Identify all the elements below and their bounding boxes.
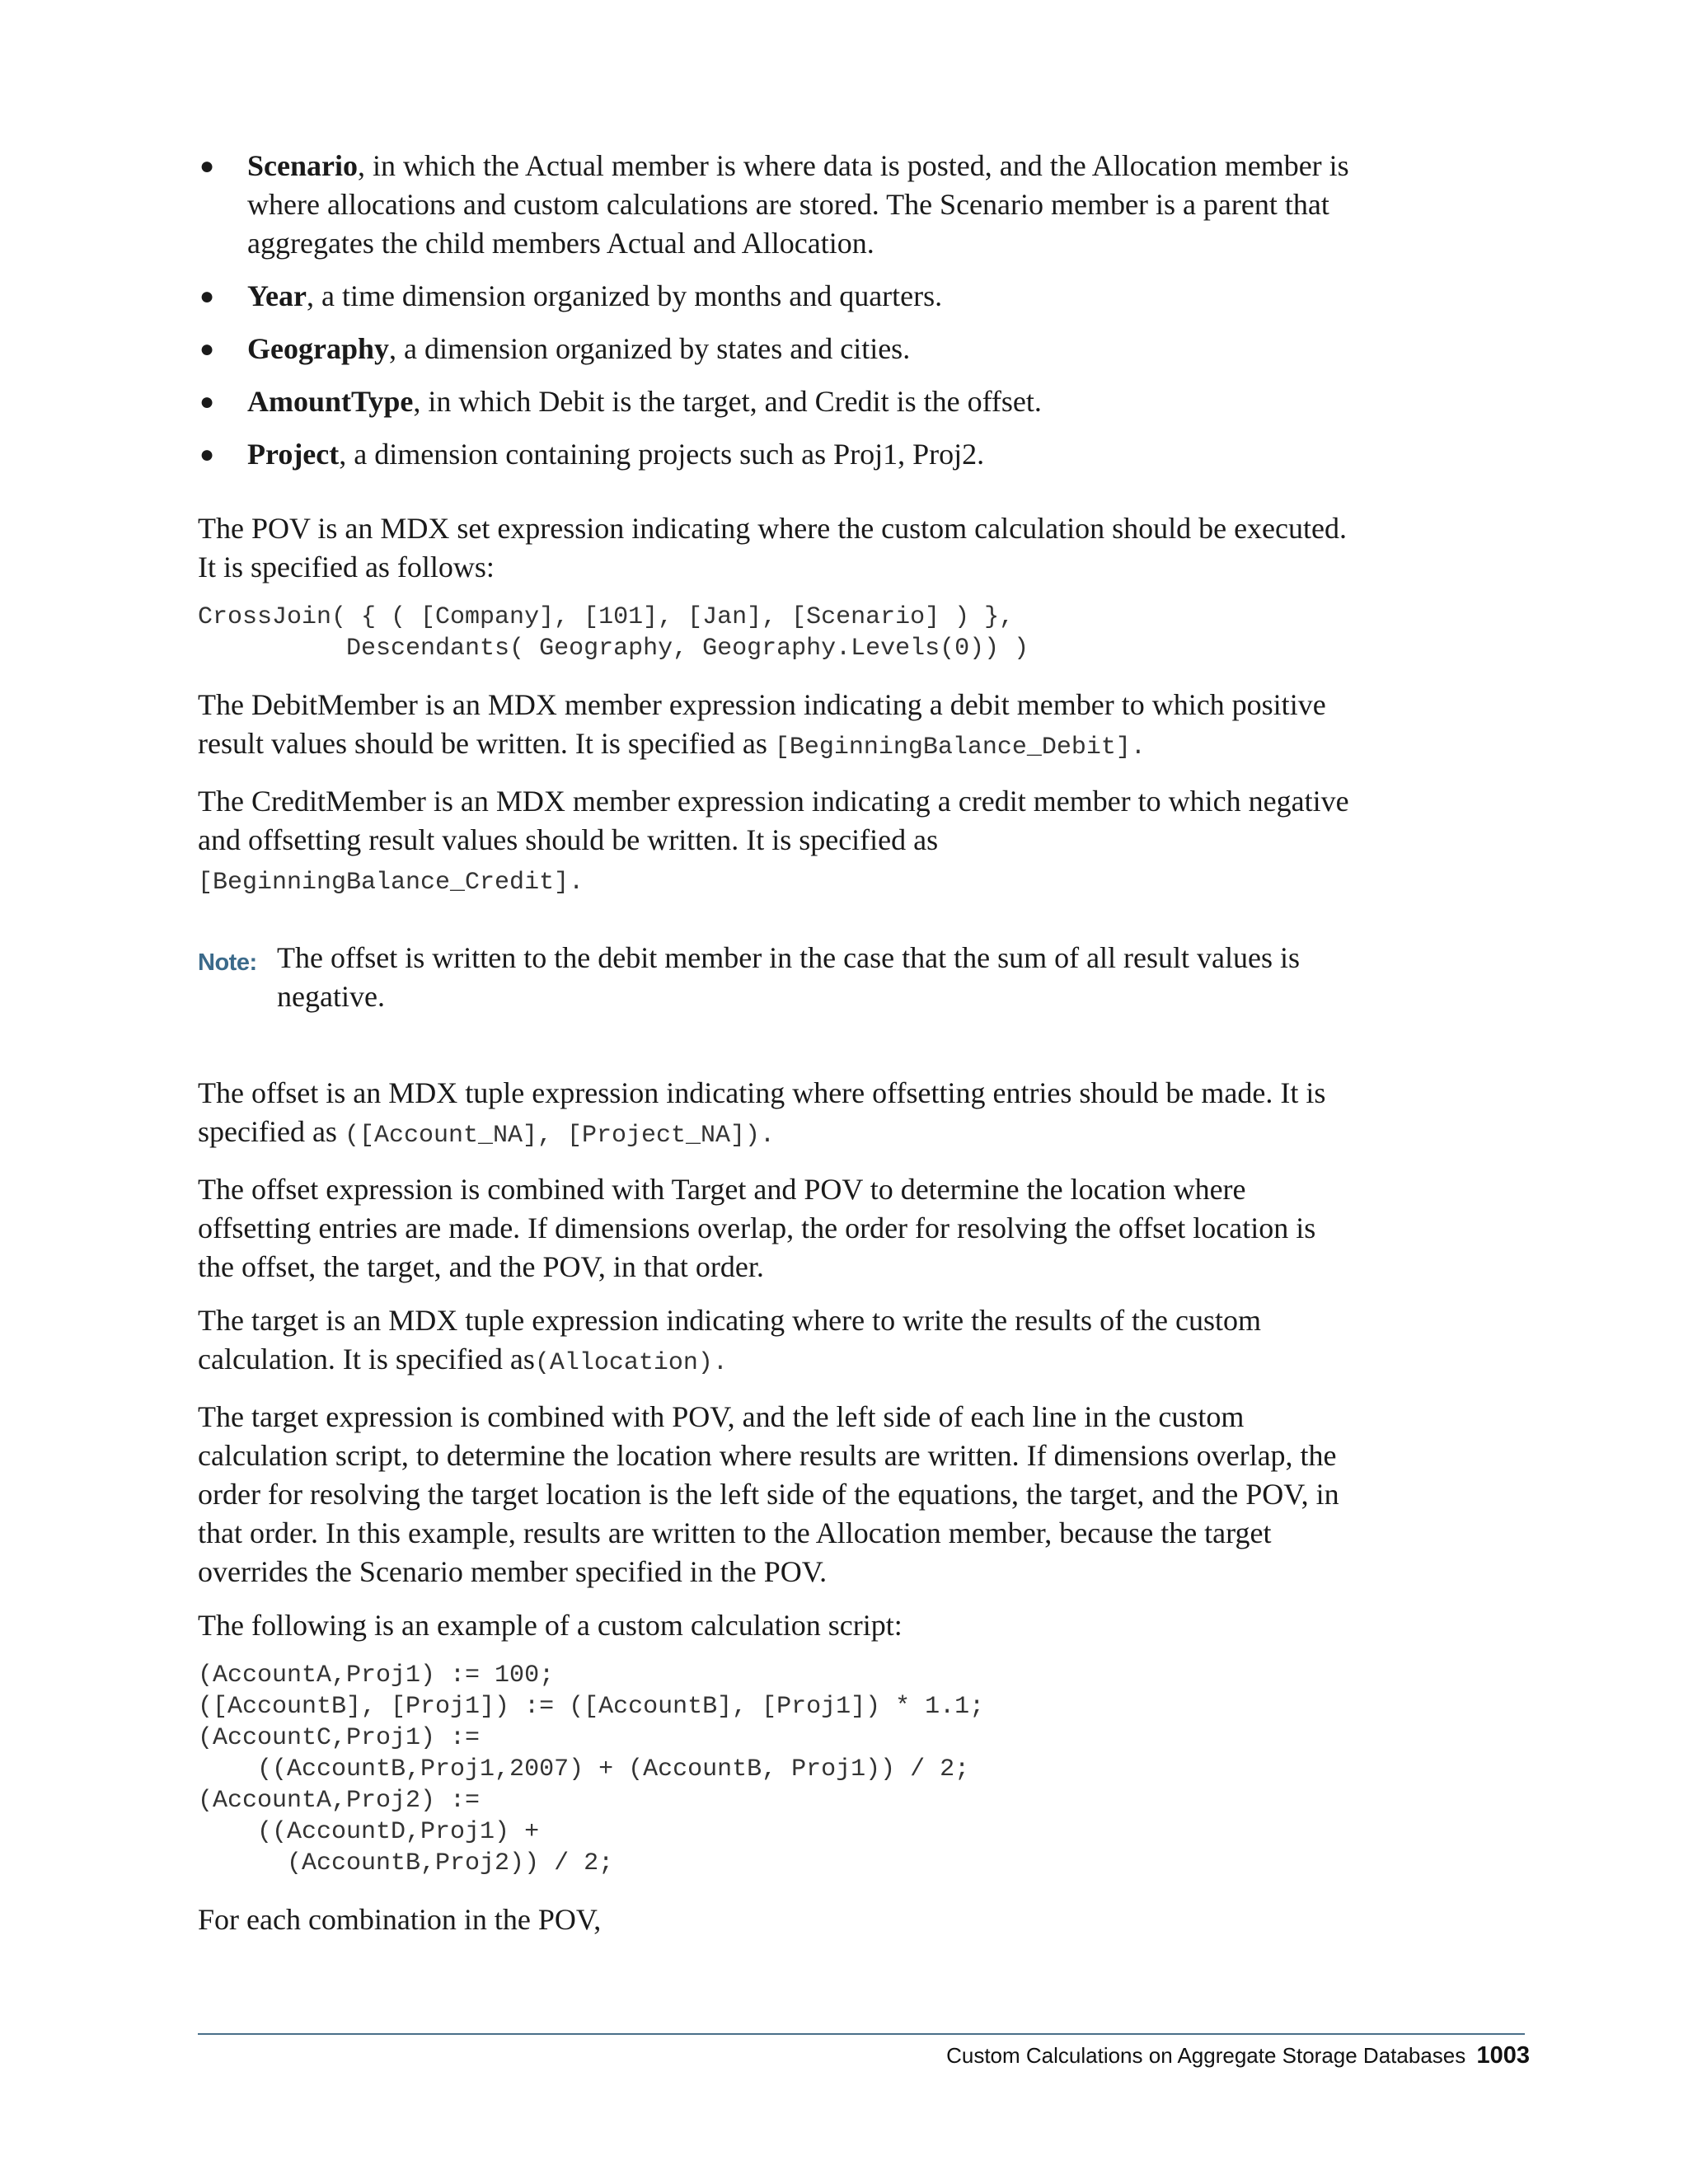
pov-intro: The POV is an MDX set expression indicating where the custom calculation should be executed. It is specified as follows: <box>198 512 1347 583</box>
debit-text: The DebitMember is an MDX member expression indicating a debit member to which positive result values should be written. It is specified as <box>198 688 1326 760</box>
note-label: Note: <box>198 949 257 976</box>
footer-title: Custom Calculations on Aggregate Storage Databases <box>946 2043 1466 2068</box>
offset-paragraph <box>198 1074 1352 1155</box>
bullet-term: Geography <box>247 332 390 365</box>
list-item <box>198 382 1352 421</box>
bullet-text: , a time dimension organized by months and quarters. <box>306 279 943 312</box>
pov-code-block: CrossJoin( { ( [Company], [101], [Jan], [Scenario] ) }, Descendants( Geography, Geography.Levels(0)) ) <box>198 603 1029 663</box>
page-footer <box>946 2042 1530 2069</box>
bullet-term: Scenario <box>247 149 358 182</box>
page-number: 1003 <box>1476 2042 1530 2069</box>
bullet-term: Project <box>247 438 340 471</box>
credit-paragraph <box>198 782 1352 902</box>
note-text: The offset is written to the debit member in the case that the sum of all result values is negative. <box>277 941 1301 1013</box>
list-item <box>198 330 1352 368</box>
dimension-list <box>198 147 1352 474</box>
list-item <box>198 277 1352 316</box>
script-code-block: (AccountA,Proj1) := 100; ([AccountB], [Proj1]) := ([AccountB], [Proj1]) * 1.1; (AccountC,Proj1) := ((AccountB,Proj1,2007) + (AccountB, Proj1)) / 2; (AccountA,Proj2) := ((AccountD,Proj1) + (AccountB,Proj2)) / 2; <box>198 1661 985 1877</box>
bullet-icon: ● <box>199 335 215 363</box>
bullet-term: Year <box>247 279 307 312</box>
target-paragraph <box>198 1301 1352 1383</box>
script-intro: The following is an example of a custom calculation script: <box>198 1609 903 1642</box>
bullet-term: AmountType <box>247 385 414 418</box>
bullet-text: , a dimension containing projects such as Proj1, Proj2. <box>339 438 985 471</box>
target-code: (Allocation). <box>534 1349 728 1377</box>
credit-code: [BeginningBalance_Credit]. <box>198 869 584 897</box>
credit-text: The CreditMember is an MDX member expression indicating a credit member to which negative and offsetting result values should be written. It is specified as <box>198 785 1349 856</box>
bullet-text: , a dimension organized by states and cities. <box>389 332 911 365</box>
page-body <box>198 147 1352 1954</box>
offset-text: The offset is an MDX tuple expression indicating where offsetting entries should be made. It is specified as <box>198 1076 1326 1148</box>
debit-code: [BeginningBalance_Debit]. <box>774 733 1146 762</box>
note-box <box>198 939 1352 1016</box>
bullet-icon: ● <box>199 441 215 468</box>
debit-paragraph <box>198 686 1352 767</box>
final-paragraph: For each combination in the POV, <box>198 1903 602 1936</box>
bullet-icon: ● <box>199 388 215 415</box>
bullet-text: , in which Debit is the target, and Credit is the offset. <box>413 385 1042 418</box>
bullet-icon: ● <box>199 152 215 180</box>
target-text: The target is an MDX tuple expression indicating where to write the results of the custom calculation. It is specified as <box>198 1304 1262 1376</box>
bullet-text: , in which the Actual member is where data is posted, and the Allocation member is where allocations and custom calculations are stored. The Scenario member is a parent that aggregates the child members Actual and Allocation. <box>247 149 1349 260</box>
offset-code: ([Account_NA], [Project_NA]). <box>344 1122 776 1150</box>
offset-combined-paragraph: The offset expression is combined with Target and POV to determine the location where offsetting entries are made. If dimensions overlap, the order for resolving the offset location is the offset, the target, and the POV, in that order. <box>198 1173 1316 1283</box>
list-item <box>198 435 1352 474</box>
bullet-icon: ● <box>199 283 215 310</box>
list-item <box>198 147 1352 263</box>
footer-divider <box>198 2033 1525 2035</box>
target-combined-paragraph: The target expression is combined with POV, and the left side of each line in the custom calculation script, to determine the location where results are written. If dimensions overlap, the order for resolving the target location is the left side of the equations, the target, and the POV, in that order. In this example, results are written to the Allocation member, because the target overrides the Scenario member specified in the POV. <box>198 1400 1339 1588</box>
